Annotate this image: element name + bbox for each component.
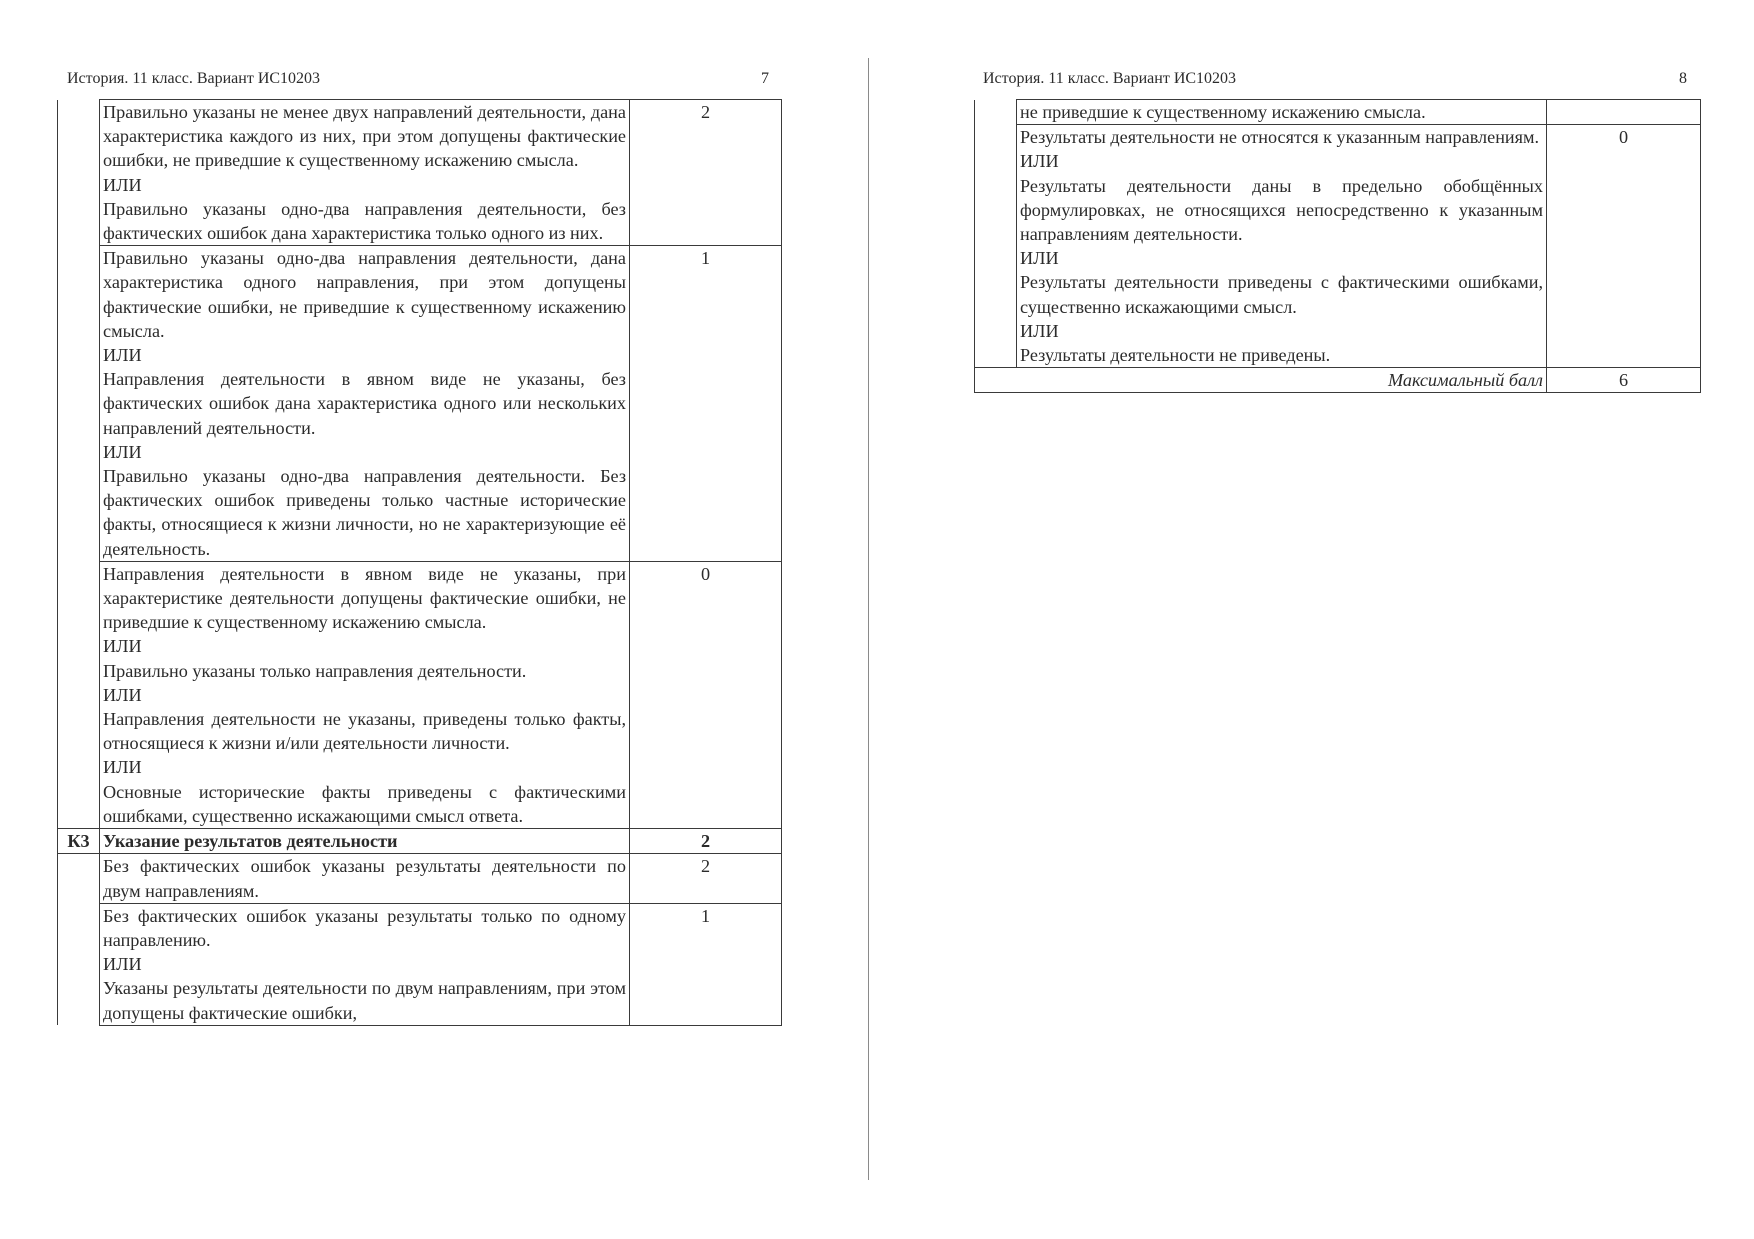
criterion-score: 2 — [630, 829, 782, 854]
description-paragraph: Без фактических ошибок указаны результаты деятельности по двум направлениям. — [103, 856, 626, 901]
description-paragraph: Правильно указаны не менее двух направлений деятельности, дана характеристика каждого из них, при этом допущены фактические ошибки, не приведшие к существенному искажению смысла. — [103, 102, 626, 171]
criterion-level-row — [58, 561, 782, 828]
max-score-value: 6 — [1547, 368, 1701, 393]
or-separator: ИЛИ — [103, 954, 142, 975]
criterion-code — [58, 100, 100, 246]
max-score-row — [975, 368, 1701, 393]
criterion-header-row — [58, 829, 782, 854]
description-paragraph: Правильно указаны одно-два направления деятельности, без фактических ошибок дана характеристика только одного из них. — [103, 198, 626, 244]
description-paragraph: Правильно указаны одно-два направления деятельности, дана характеристика одного направления, при этом допущены фактические ошибки, не приведшие к существенному искажению смысла. — [103, 248, 626, 341]
or-separator: ИЛИ — [103, 174, 142, 195]
criterion-description — [1017, 100, 1547, 125]
criteria-table-right — [974, 99, 1701, 393]
criterion-score: 0 — [1547, 125, 1701, 368]
or-separator: ИЛИ — [103, 441, 142, 462]
page-header-title: История. 11 класс. Вариант ИС10203 — [983, 70, 1237, 87]
criterion-description — [100, 246, 630, 562]
criterion-score: 1 — [630, 903, 782, 1025]
criteria-table-left — [57, 99, 782, 1026]
criterion-description — [100, 854, 630, 903]
description-paragraph: не приведшие к существенному искажению смысла. — [1020, 102, 1426, 122]
criterion-code — [975, 100, 1017, 125]
criterion-description — [100, 903, 630, 1025]
description-paragraph: Результаты деятельности даны в предельно обобщённых формулировках, не относящихся непосредственно к указанным направлениям деятельности. — [1020, 175, 1543, 245]
description-paragraph: Правильно указаны одно-два направления деятельности. Без фактических ошибок приведены только частные исторические факты, относящиеся к жизни личности, но не характеризующие её деятельность. — [103, 466, 626, 559]
or-separator: ИЛИ — [1020, 151, 1059, 172]
or-separator: ИЛИ — [103, 345, 142, 366]
criterion-level-row — [58, 100, 782, 246]
criterion-level-row — [58, 903, 782, 1025]
criterion-code — [58, 561, 100, 828]
description-paragraph: Результаты деятельности не относятся к указанным направлениям. — [1020, 127, 1540, 148]
criterion-description — [100, 100, 630, 246]
description-paragraph: Результаты деятельности приведены с фактическими ошибками, существенно искажающими смысл. — [1020, 272, 1543, 317]
page-header-title: История. 11 класс. Вариант ИС10203 — [67, 70, 321, 87]
criterion-code: К3 — [58, 829, 100, 854]
description-paragraph: Результаты деятельности не приведены. — [1020, 345, 1331, 366]
or-separator: ИЛИ — [1020, 248, 1059, 269]
or-separator: ИЛИ — [1020, 320, 1059, 341]
criterion-description — [100, 561, 630, 828]
description-paragraph: Направления деятельности в явном виде не указаны, без фактических ошибок дана характеристика одного или нескольких направлений деятельности. — [103, 369, 626, 438]
description-paragraph: Правильно указаны только направления деятельности. — [103, 660, 527, 681]
criterion-code — [58, 246, 100, 562]
description-paragraph: Основные исторические факты приведены с фактическими ошибками, существенно искажающими смысл ответа. — [103, 781, 626, 826]
description-paragraph: Без фактических ошибок указаны результаты только по одному направлению. — [103, 905, 626, 950]
criterion-score: 2 — [630, 854, 782, 903]
criterion-score — [1547, 100, 1701, 125]
criterion-level-row — [975, 100, 1701, 125]
page-number: 7 — [761, 70, 769, 87]
page-divider — [868, 58, 869, 1180]
description-paragraph: Направления деятельности не указаны, приведены только факты, относящиеся к жизни и/или деятельности личности. — [103, 709, 626, 754]
criterion-level-row — [975, 125, 1701, 368]
description-paragraph: Указаны результаты деятельности по двум направлениям, при этом допущены фактические ошибки, — [103, 978, 626, 1023]
criterion-score: 2 — [630, 100, 782, 246]
or-separator: ИЛИ — [103, 757, 142, 778]
criterion-code — [975, 125, 1017, 368]
criterion-level-row — [58, 246, 782, 562]
criterion-level-row — [58, 854, 782, 903]
description-paragraph: Направления деятельности в явном виде не указаны, при характеристике деятельности допущены фактические ошибки, не приведшие к существенному искажению смысла. — [103, 563, 626, 633]
criterion-score: 1 — [630, 246, 782, 562]
criterion-score: 0 — [630, 561, 782, 828]
max-score-label: Максимальный балл — [975, 368, 1547, 393]
criterion-description — [1017, 125, 1547, 368]
page-number: 8 — [1679, 70, 1687, 87]
criterion-title — [100, 829, 630, 854]
criterion-code — [58, 854, 100, 903]
or-separator: ИЛИ — [103, 684, 142, 705]
or-separator: ИЛИ — [103, 636, 142, 657]
criterion-code — [58, 903, 100, 1025]
description-paragraph: Указание результатов деятельности — [103, 831, 398, 852]
